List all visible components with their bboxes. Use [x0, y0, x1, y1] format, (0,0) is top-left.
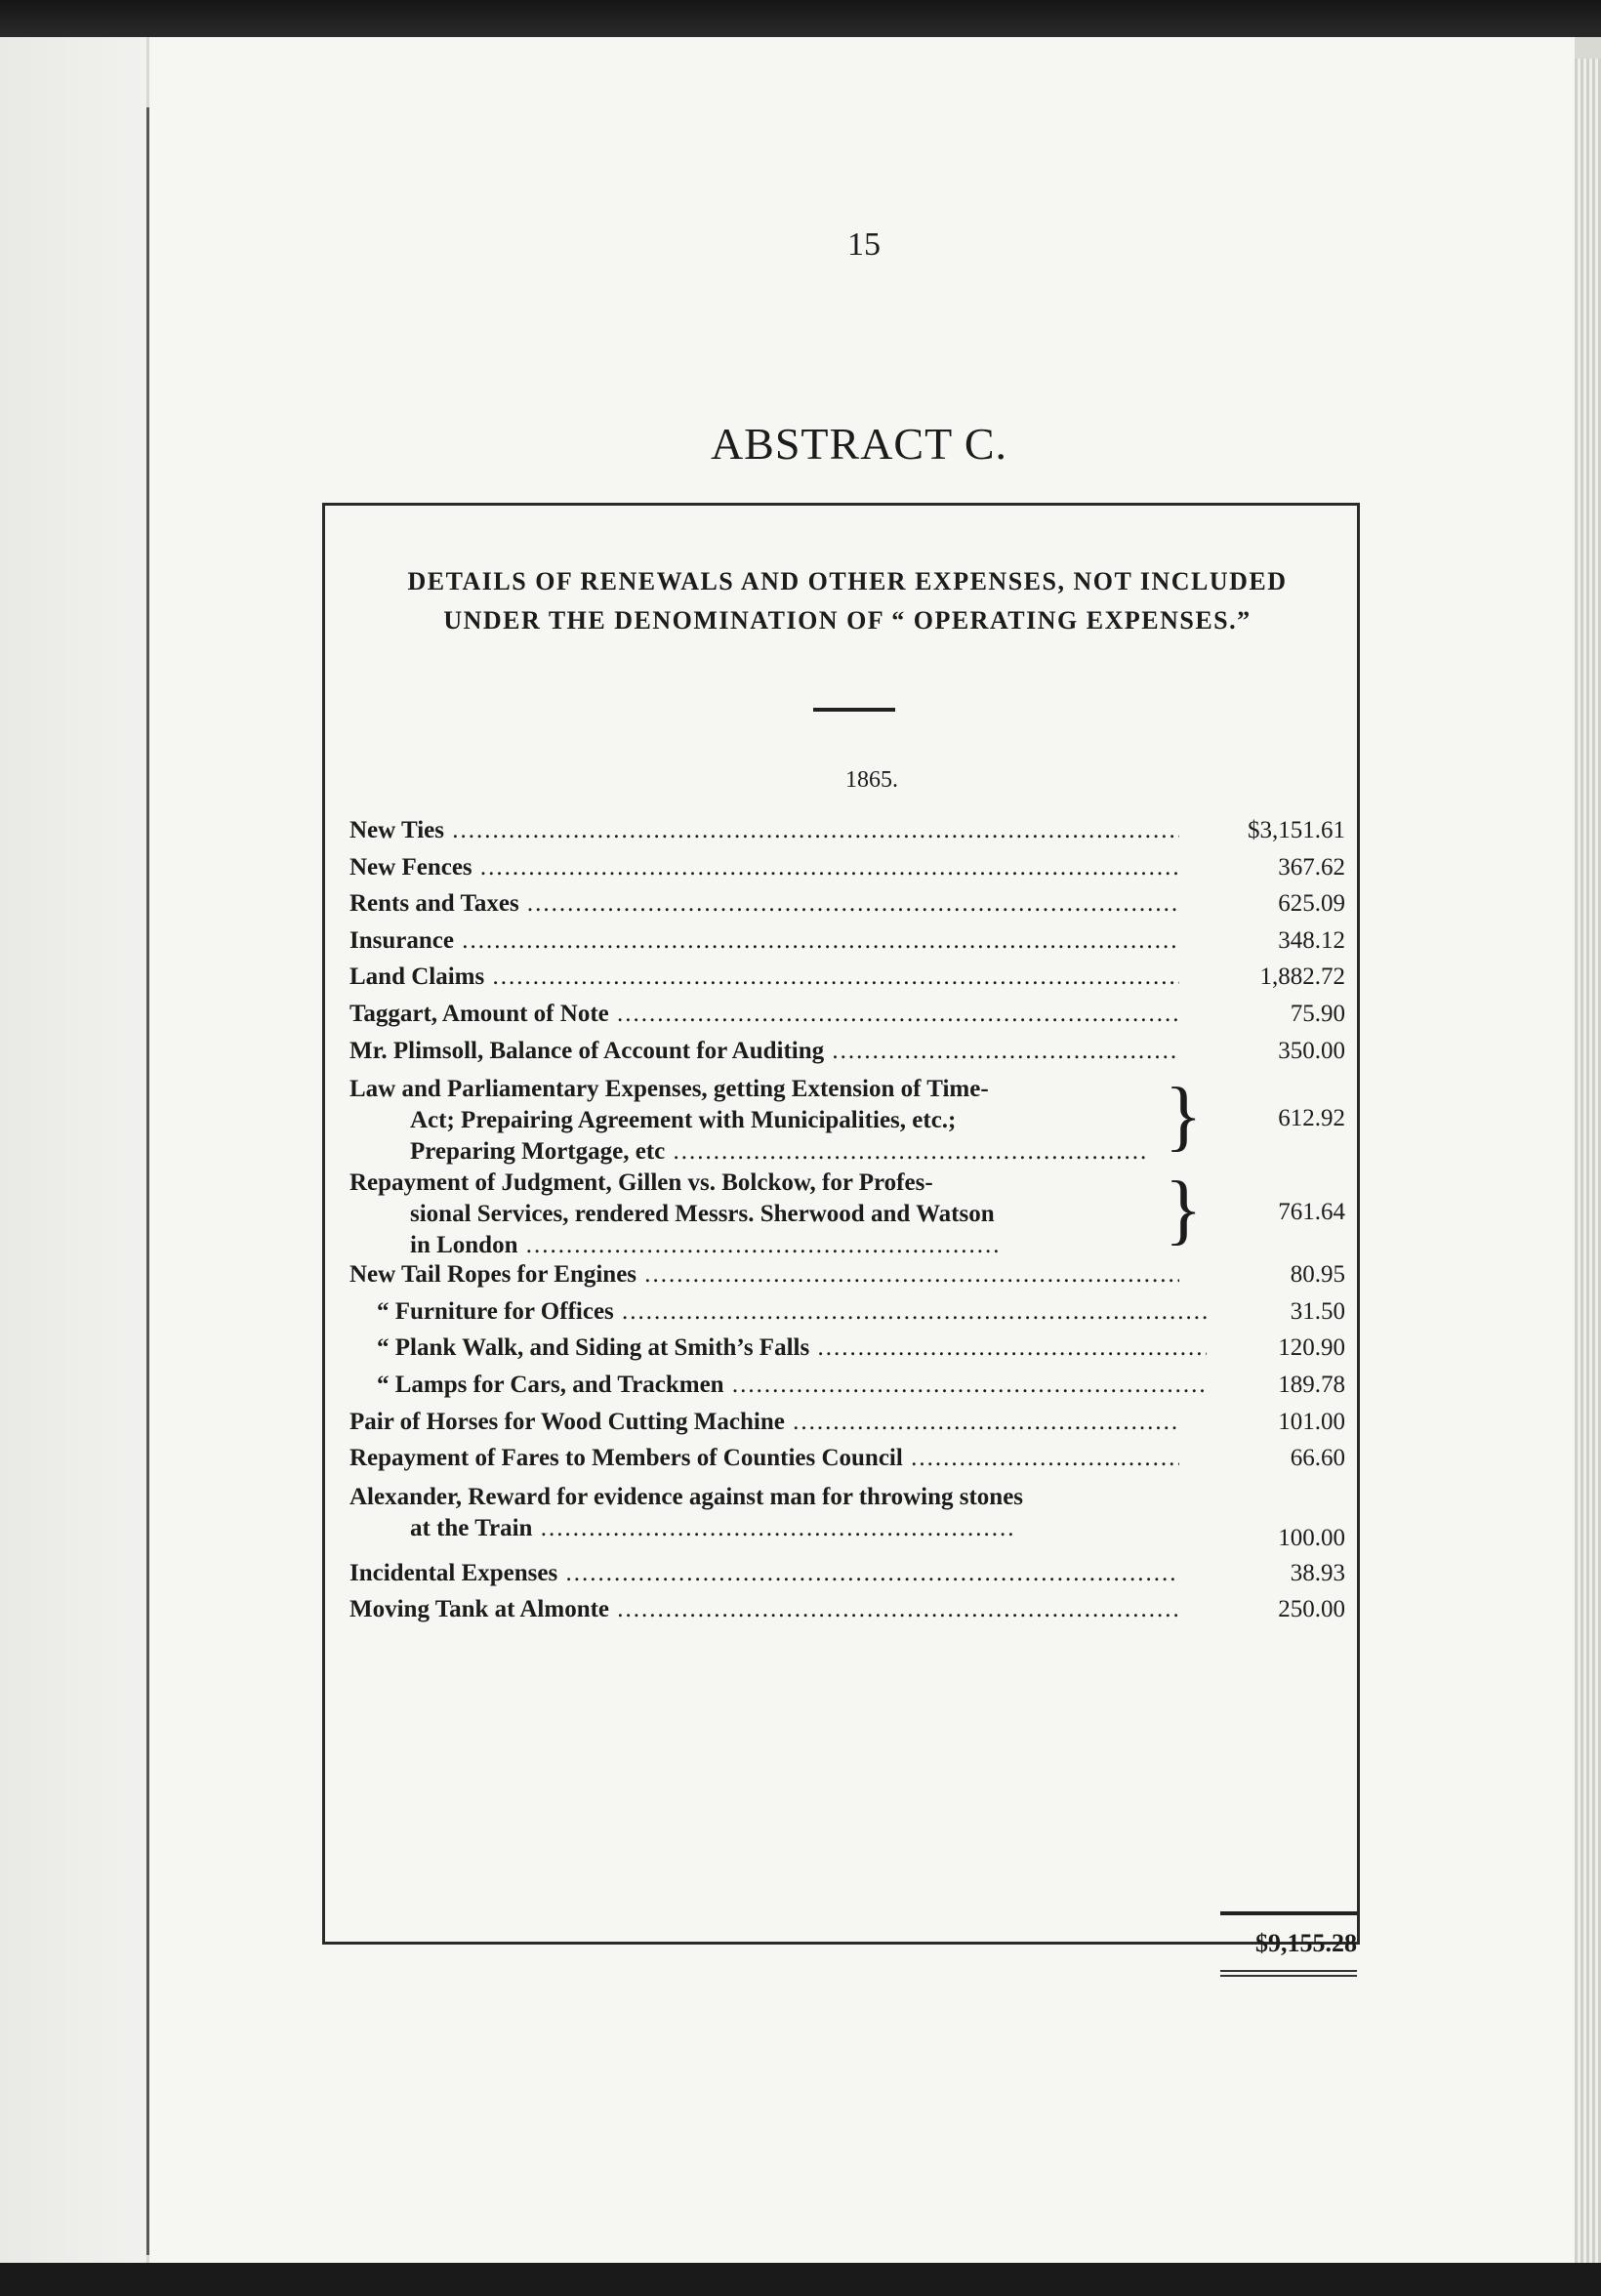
expense-row — [349, 960, 1345, 997]
expense-amount: 189.78 — [1278, 1371, 1345, 1398]
facing-page-margin — [0, 37, 146, 2263]
scan-top-edge — [0, 0, 1601, 37]
expense-row — [349, 1592, 1345, 1629]
subtitle-line-1: DETAILS OF RENEWALS AND OTHER EXPENSES, NOT INCLUDED — [407, 567, 1288, 595]
expense-row — [349, 1331, 1345, 1368]
brace-glyph: } — [1165, 1167, 1203, 1253]
divider-rule — [813, 708, 895, 712]
expense-label-line: Alexander, Reward for evidence against man for throwing stones — [349, 1483, 1024, 1510]
expense-label: New Tail Ropes for Engines ..... — [349, 1261, 1179, 1289]
expense-amount: 348.12 — [1278, 926, 1345, 954]
expense-label — [349, 1482, 1179, 1544]
expense-label-line — [349, 1513, 1179, 1544]
expense-label: “ Plank Walk, and Siding at Smith’s Falls ..... — [377, 1334, 1207, 1362]
expense-amount: $3,151.61 — [1248, 817, 1345, 843]
expense-amount: 80.95 — [1290, 1261, 1345, 1289]
expenses-table — [322, 503, 1360, 1957]
expense-row — [349, 1441, 1345, 1478]
expense-amount: 120.90 — [1278, 1334, 1345, 1362]
expense-row — [349, 1556, 1345, 1593]
expense-amount: 31.50 — [1290, 1297, 1345, 1325]
page-number: 15 — [847, 226, 881, 263]
expense-amount: 612.92 — [1278, 1105, 1345, 1132]
expense-rows — [349, 813, 1345, 1629]
expense-amount: 625.09 — [1278, 890, 1345, 918]
double-underline — [1220, 1970, 1357, 1977]
table-year: 1865. — [845, 767, 898, 793]
expense-label — [349, 1168, 1179, 1261]
expense-amount: 38.93 — [1290, 1559, 1345, 1586]
expense-label-line: sional Services, rendered Messrs. Sherwood and Watson — [410, 1201, 995, 1228]
expense-amount: 75.90 — [1290, 1000, 1345, 1027]
expense-row — [349, 1257, 1345, 1294]
expense-amount: 1,882.72 — [1259, 964, 1345, 991]
scan-bottom-edge — [0, 2263, 1601, 2296]
expense-amount: 250.00 — [1278, 1596, 1345, 1623]
expense-label: “ Lamps for Cars, and Trackmen ..... — [377, 1372, 1207, 1399]
expense-label: Repayment of Fares to Members of Counties Council ..... — [349, 1445, 1179, 1472]
expense-amount: 101.00 — [1278, 1408, 1345, 1435]
expense-label-line: Law and Parliamentary Expenses, getting Extension of Time- — [349, 1076, 989, 1103]
expense-label: Rents and Taxes ..... — [349, 890, 1179, 918]
page-heading: ABSTRACT C. — [710, 419, 1008, 469]
expense-row — [349, 1478, 1345, 1556]
expense-label-line: Act; Prepairing Agreement with Municipalities, etc.; — [410, 1107, 957, 1134]
expense-amount: 761.64 — [1278, 1199, 1345, 1226]
expense-row — [349, 1164, 1345, 1257]
table-subtitle — [349, 562, 1345, 640]
page-stack-edge — [1575, 59, 1601, 2263]
expense-row — [349, 813, 1345, 850]
expense-amount: 350.00 — [1278, 1037, 1345, 1064]
expense-label: Incidental Expenses ..... — [349, 1560, 1179, 1587]
expense-label: Moving Tank at Almonte ..... — [349, 1596, 1179, 1623]
expense-label: “ Furniture for Offices ..... — [377, 1298, 1207, 1326]
expense-row — [349, 886, 1345, 923]
brace-glyph: } — [1165, 1073, 1203, 1160]
expense-amount: 66.60 — [1290, 1445, 1345, 1472]
expense-row — [349, 1034, 1345, 1071]
expense-label — [349, 1074, 1179, 1168]
expense-label-line: Repayment of Judgment, Gillen vs. Bolckow, for Profes- — [349, 1169, 933, 1197]
expense-label-text: in London ..... — [410, 1232, 1002, 1258]
expense-amount: 367.62 — [1278, 853, 1345, 881]
expense-label: Mr. Plimsoll, Balance of Account for Auditing ..... — [349, 1038, 1179, 1065]
expense-label: Pair of Horses for Wood Cutting Machine ..... — [349, 1409, 1179, 1436]
expense-row — [349, 1368, 1345, 1405]
total-rule — [1220, 1911, 1357, 1915]
expense-label: Taggart, Amount of Note ..... — [349, 1001, 1179, 1028]
expense-label: Insurance ..... — [349, 927, 1179, 955]
expense-row — [349, 997, 1345, 1034]
expenses-total: $9,155.28 — [1255, 1929, 1357, 1957]
expense-label: Land Claims ..... — [349, 964, 1179, 991]
expense-amount: 100.00 — [1278, 1524, 1345, 1551]
expense-row — [349, 1294, 1345, 1332]
expense-row — [349, 923, 1345, 961]
expense-row — [349, 850, 1345, 887]
expense-row — [349, 1070, 1345, 1164]
expense-row — [349, 1405, 1345, 1442]
expense-label-text: at the Train ..... — [410, 1515, 1015, 1541]
expense-label: New Fences ..... — [349, 854, 1179, 882]
subtitle-line-2: UNDER THE DENOMINATION OF “ OPERATING EXPENSES.” — [443, 606, 1252, 635]
expense-label: New Ties ..... — [349, 817, 1179, 844]
expense-label-text: Preparing Mortgage, etc ..... — [410, 1138, 1148, 1165]
